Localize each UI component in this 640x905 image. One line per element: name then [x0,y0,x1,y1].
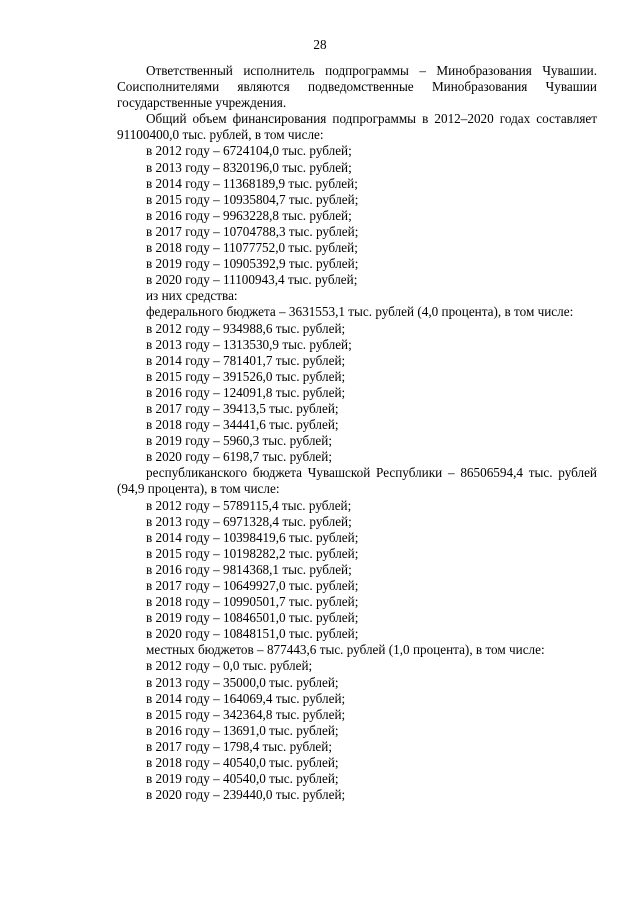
list-item: в 2013 году – 6971328,4 тыс. рублей; [146,513,352,529]
list-item: в 2015 году – 10198282,2 тыс. рублей; [146,545,359,561]
list-item: в 2020 году – 239440,0 тыс. рублей; [146,787,346,803]
list-item: в 2017 году – 1798,4 тыс. рублей; [146,738,332,754]
list-item: в 2017 году – 39413,5 тыс. рублей; [146,400,339,416]
paragraph-executor: Ответственный исполнитель подпрограммы – Минобразования Чувашии. Соисполнителями являются подведомственные Минобразования Чувашии государственные учреждения. [117,63,597,111]
federal-years-list [117,321,597,466]
list-item: в 2016 году – 124091,8 тыс. рублей; [146,384,346,400]
list-item: в 2016 году – 9963228,8 тыс. рублей; [146,207,352,223]
list-item: в 2015 году – 342364,8 тыс. рублей; [146,706,346,722]
list-item: в 2020 году – 6198,7 тыс. рублей; [146,449,332,465]
paragraph-total-funding: Общий объем финансирования подпрограммы в 2012–2020 годах составляет 91100400,0 тыс. рублей, в том числе: [117,111,597,143]
paragraph-local-budgets: местных бюджетов – 877443,6 тыс. рублей (1,0 процента), в том числе: [146,642,545,658]
list-item: в 2014 году – 781401,7 тыс. рублей; [146,352,346,368]
list-item: в 2013 году – 8320196,0 тыс. рублей; [146,159,352,175]
list-item: в 2020 году – 11100943,4 тыс. рублей; [146,272,358,288]
list-item: в 2019 году – 5960,3 тыс. рублей; [146,433,332,449]
list-item: в 2012 году – 0,0 тыс. рублей; [146,658,313,674]
list-item: в 2014 году – 10398419,6 тыс. рублей; [146,529,359,545]
list-item: в 2013 году – 1313530,9 тыс. рублей; [146,336,352,352]
page-number: 28 [313,37,327,52]
list-item: в 2015 году – 10935804,7 тыс. рублей; [146,191,359,207]
list-item: в 2017 году – 10704788,3 тыс. рублей; [146,223,359,239]
paragraph-of-them: из них средства: [146,288,238,304]
list-item: в 2018 году – 40540,0 тыс. рублей; [146,755,339,771]
list-item: в 2019 году – 10905392,9 тыс. рублей; [146,256,359,272]
list-item: в 2015 году – 391526,0 тыс. рублей; [146,368,346,384]
document-body [117,63,597,803]
republic-years-list [117,498,597,643]
paragraph-federal-budget: федерального бюджета – 3631553,1 тыс. рублей (4,0 процента), в том числе: [146,304,574,320]
local-years-list [117,658,597,803]
list-item: в 2018 году – 34441,6 тыс. рублей; [146,417,339,433]
list-item: в 2016 году – 9814368,1 тыс. рублей; [146,561,352,577]
list-item: в 2016 году – 13691,0 тыс. рублей; [146,722,339,738]
total-years-list [117,143,597,288]
list-item: в 2014 году – 11368189,9 тыс. рублей; [146,175,358,191]
list-item: в 2020 году – 10848151,0 тыс. рублей; [146,626,359,642]
list-item: в 2014 году – 164069,4 тыс. рублей; [146,690,346,706]
paragraph-republic-budget: республиканского бюджета Чувашской Республики – 86506594,4 тыс. рублей (94,9 процента), в том числе: [117,465,597,497]
list-item: в 2018 году – 11077752,0 тыс. рублей; [146,240,358,256]
list-item: в 2013 году – 35000,0 тыс. рублей; [146,674,339,690]
list-item: в 2012 году – 5789115,4 тыс. рублей; [146,497,352,513]
list-item: в 2019 году – 40540,0 тыс. рублей; [146,771,339,787]
list-item: в 2017 году – 10649927,0 тыс. рублей; [146,578,359,593]
list-item: в 2012 году – 934988,6 тыс. рублей; [146,320,346,336]
list-item: в 2019 году – 10846501,0 тыс. рублей; [146,610,359,626]
list-item: в 2018 году – 10990501,7 тыс. рублей; [146,594,359,610]
list-item: в 2012 году – 6724104,0 тыс. рублей; [146,143,352,159]
